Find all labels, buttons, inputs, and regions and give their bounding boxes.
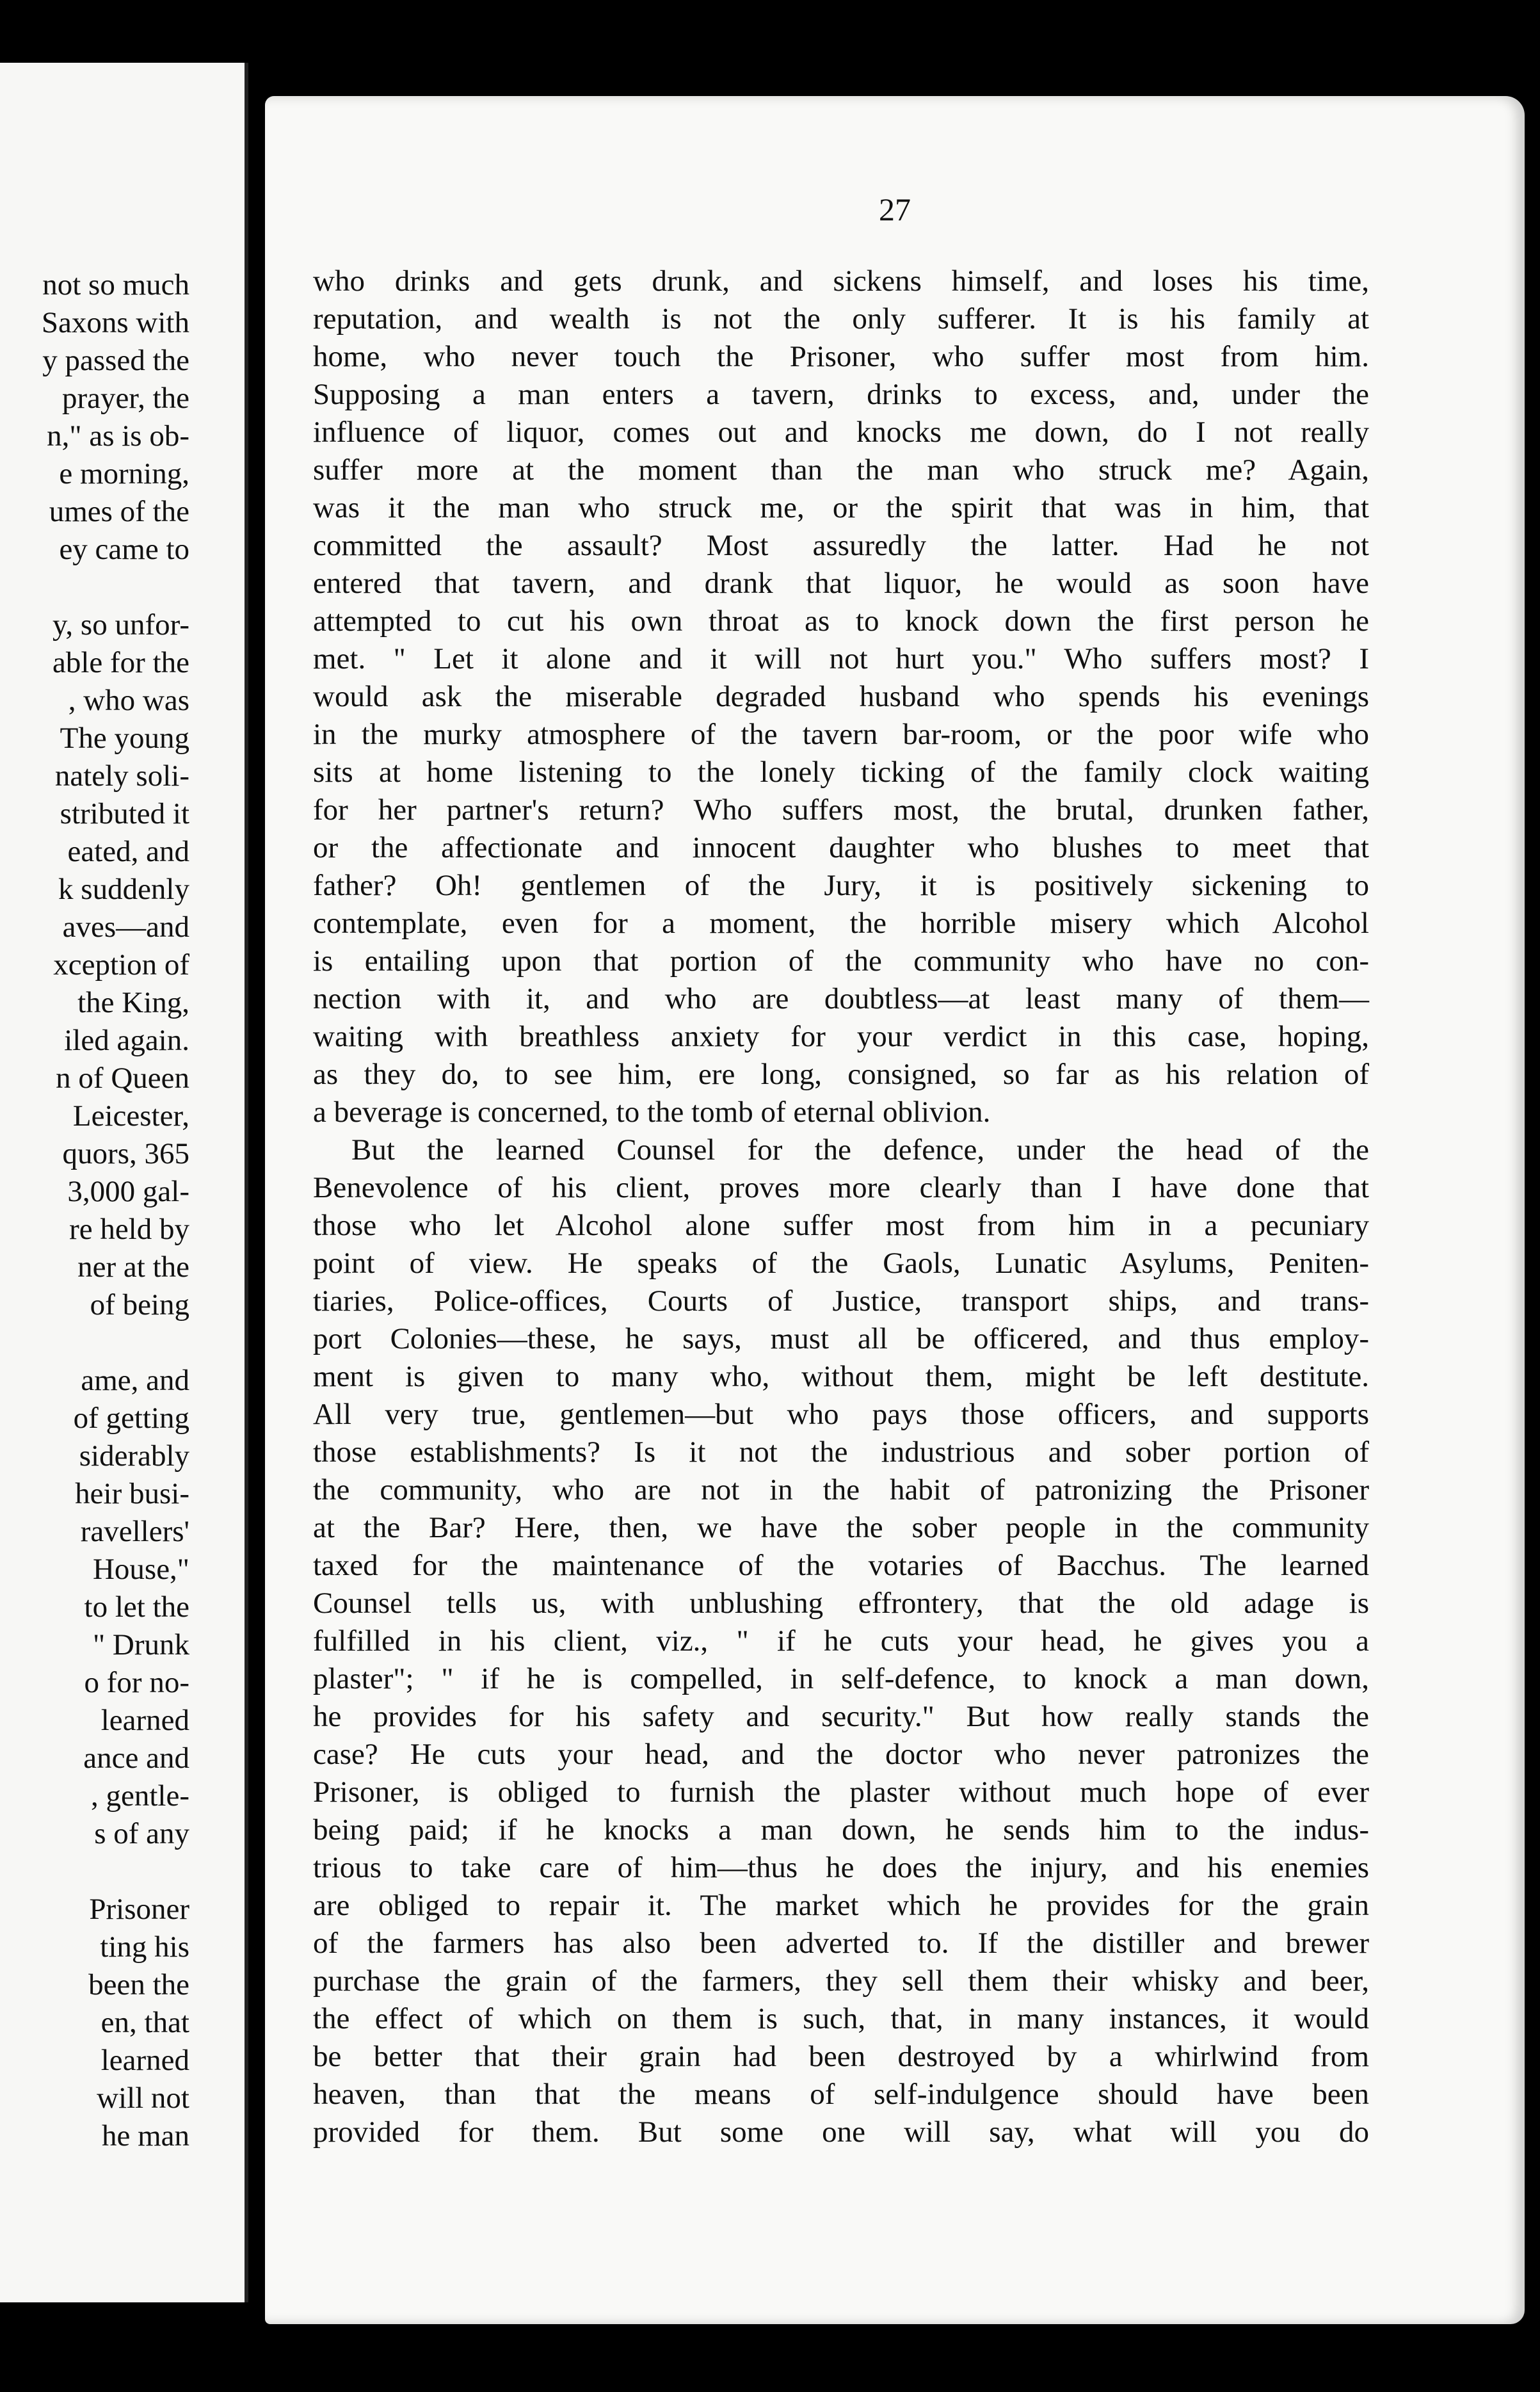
- left-text-line: siderably: [79, 1439, 189, 1473]
- left-text-line: ravellers': [80, 1515, 189, 1548]
- text-line: those establishments? Is it not the industrious and sober portion of: [313, 1435, 1369, 1469]
- left-text-line: en, that: [100, 2006, 189, 2039]
- text-line: attempted to cut his own throat as to knock down the first person he: [313, 604, 1369, 638]
- left-page: [0, 63, 248, 2302]
- left-text-line: ner at the: [77, 1250, 189, 1284]
- text-line: port Colonies—these, he says, must all be officered, and thus employ-: [313, 1322, 1369, 1355]
- text-line: home, who never touch the Prisoner, who suffer most from him.: [313, 340, 1369, 373]
- left-text-line: of being: [90, 1288, 189, 1321]
- left-page-text: [0, 266, 189, 2155]
- left-text-line: , who was: [68, 684, 189, 717]
- left-text-line: learned: [100, 2044, 189, 2077]
- text-line: father? Oh! gentlemen of the Jury, it is positively sickening to: [313, 869, 1369, 902]
- left-text-line: of getting: [73, 1402, 189, 1435]
- left-text-line: 3,000 gal-: [67, 1175, 189, 1208]
- left-text-line: Saxons with: [41, 306, 189, 339]
- text-line: a beverage is concerned, to the tomb of eternal oblivion.: [313, 1095, 991, 1129]
- text-line: or the affectionate and innocent daughter who blushes to meet that: [313, 831, 1369, 864]
- text-line: But the learned Counsel for the defence, under the head of the: [351, 1133, 1369, 1167]
- left-text-line: ting his: [100, 1930, 189, 1964]
- left-text-line: y passed the: [42, 344, 189, 377]
- text-line: tiaries, Police-offices, Courts of Justice, transport ships, and trans-: [313, 1284, 1369, 1318]
- text-line: provided for them. But some one will say, what will you do: [313, 2115, 1369, 2149]
- text-line: plaster"; " if he is compelled, in self-defence, to knock a man down,: [313, 1662, 1369, 1695]
- text-line: he provides for his safety and security." But how really stands the: [313, 1700, 1369, 1733]
- page-number: 27: [879, 191, 911, 227]
- text-line: entered that tavern, and drank that liquor, he would as soon have: [313, 567, 1369, 600]
- left-text-line: n of Queen: [56, 1062, 189, 1095]
- text-line: sits at home listening to the lonely ticking of the family clock waiting: [313, 756, 1369, 789]
- left-text-line: able for the: [52, 646, 189, 679]
- text-line: are obliged to repair it. The market which he provides for the grain: [313, 1889, 1369, 1922]
- left-text-line: will not: [97, 2081, 189, 2115]
- left-text-line: y, so unfor-: [52, 608, 189, 642]
- left-text-line: aves—and: [62, 910, 189, 944]
- left-text-line: quors, 365: [62, 1137, 189, 1170]
- left-text-line: umes of the: [49, 495, 189, 528]
- left-text-line: prayer, the: [61, 382, 189, 415]
- left-text-line: [0, 569, 189, 606]
- left-text-line: eated, and: [67, 835, 189, 868]
- text-line: who drinks and gets drunk, and sickens himself, and loses his time,: [313, 264, 1369, 298]
- left-text-line: House,": [92, 1553, 189, 1586]
- text-line: suffer more at the moment than the man who struck me? Again,: [313, 453, 1369, 487]
- text-line: Supposing a man enters a tavern, drinks to excess, and, under the: [313, 378, 1369, 411]
- left-text-line: The young: [60, 722, 189, 755]
- left-text-line: been the: [88, 1968, 189, 2001]
- left-text-line: s of any: [94, 1817, 189, 1850]
- text-line: the effect of which on them is such, that, in many instances, it would: [313, 2002, 1369, 2035]
- left-text-line: ame, and: [81, 1364, 189, 1397]
- text-line: was it the man who struck me, or the spirit that was in him, that: [313, 491, 1369, 524]
- left-text-line: [0, 1324, 189, 1362]
- left-text-line: , gentle-: [91, 1779, 189, 1813]
- text-line: case? He cuts your head, and the doctor who never patronizes the: [313, 1738, 1369, 1771]
- body-text: [313, 263, 1369, 2151]
- left-text-line: stributed it: [60, 797, 189, 830]
- text-line: influence of liquor, comes out and knocks me down, do I not really: [313, 416, 1369, 449]
- text-line: being paid; if he knocks a man down, he sends him to the indus-: [313, 1813, 1369, 1847]
- left-text-line: he man: [101, 2119, 189, 2153]
- text-line: heaven, than that the means of self-indulgence should have been: [313, 2078, 1369, 2111]
- text-line: at the Bar? Here, then, we have the sober people in the community: [313, 1511, 1369, 1544]
- text-line: ment is given to many who, without them, might be left destitute.: [313, 1360, 1369, 1393]
- text-line: Prisoner, is obliged to furnish the plaster without much hope of ever: [313, 1775, 1369, 1809]
- text-line: contemplate, even for a moment, the horrible misery which Alcohol: [313, 907, 1369, 940]
- left-text-line: iled again.: [64, 1024, 189, 1057]
- text-line: as they do, to see him, ere long, consigned, so far as his relation of: [313, 1058, 1369, 1091]
- left-text-line: nately soli-: [54, 759, 189, 793]
- left-text-line: the King,: [77, 986, 189, 1019]
- left-text-line: re held by: [69, 1213, 189, 1246]
- left-text-line: not so much: [42, 268, 189, 302]
- left-text-line: [0, 1853, 189, 1891]
- text-line: waiting with breathless anxiety for your verdict in this case, hoping,: [313, 1020, 1369, 1053]
- text-line: taxed for the maintenance of the votaries of Bacchus. The learned: [313, 1549, 1369, 1582]
- text-line: the community, who are not in the habit of patronizing the Prisoner: [313, 1473, 1369, 1507]
- left-text-line: learned: [100, 1704, 189, 1737]
- right-page: [265, 96, 1525, 2324]
- text-line: for her partner's return? Who suffers most, the brutal, drunken father,: [313, 793, 1369, 827]
- left-text-line: Prisoner: [89, 1893, 189, 1926]
- text-line: of the farmers has also been adverted to. If the distiller and brewer: [313, 1927, 1369, 1960]
- text-line: trious to take care of him—thus he does the injury, and his enemies: [313, 1851, 1369, 1884]
- text-line: Counsel tells us, with unblushing effrontery, that the old adage is: [313, 1587, 1369, 1620]
- text-line: be better that their grain had been destroyed by a whirlwind from: [313, 2040, 1369, 2073]
- text-line: purchase the grain of the farmers, they sell them their whisky and beer,: [313, 1964, 1369, 1998]
- left-text-line: ey came to: [59, 533, 189, 566]
- left-text-line: o for no-: [84, 1666, 189, 1699]
- text-line: is entailing upon that portion of the community who have no con-: [313, 944, 1369, 978]
- text-line: point of view. He speaks of the Gaols, Lunatic Asylums, Peniten-: [313, 1247, 1369, 1280]
- text-line: fulfilled in his client, viz., " if he cuts your head, he gives you a: [313, 1624, 1369, 1658]
- left-text-line: ance and: [83, 1741, 189, 1775]
- text-line: would ask the miserable degraded husband who spends his evenings: [313, 680, 1369, 713]
- text-line: committed the assault? Most assuredly the latter. Had he not: [313, 529, 1369, 562]
- text-line: in the murky atmosphere of the tavern bar-room, or the poor wife who: [313, 718, 1369, 751]
- left-text-line: " Drunk: [92, 1628, 189, 1661]
- text-line: those who let Alcohol alone suffer most from him in a pecuniary: [313, 1209, 1369, 1242]
- text-line: Benevolence of his client, proves more clearly than I have done that: [313, 1171, 1369, 1204]
- left-text-line: n," as is ob-: [47, 419, 189, 453]
- text-line: All very true, gentlemen—but who pays those officers, and supports: [313, 1398, 1369, 1431]
- left-text-line: xception of: [53, 948, 189, 982]
- text-line: nection with it, and who are doubtless—at least many of them—: [313, 982, 1369, 1015]
- left-text-line: to let the: [84, 1590, 189, 1624]
- left-text-line: k suddenly: [58, 873, 189, 906]
- text-line: met. " Let it alone and it will not hurt you." Who suffers most? I: [313, 642, 1369, 675]
- left-text-line: Leicester,: [72, 1099, 189, 1133]
- text-line: reputation, and wealth is not the only sufferer. It is his family at: [313, 302, 1369, 335]
- left-text-line: e morning,: [59, 457, 189, 490]
- left-text-line: heir busi-: [75, 1477, 189, 1510]
